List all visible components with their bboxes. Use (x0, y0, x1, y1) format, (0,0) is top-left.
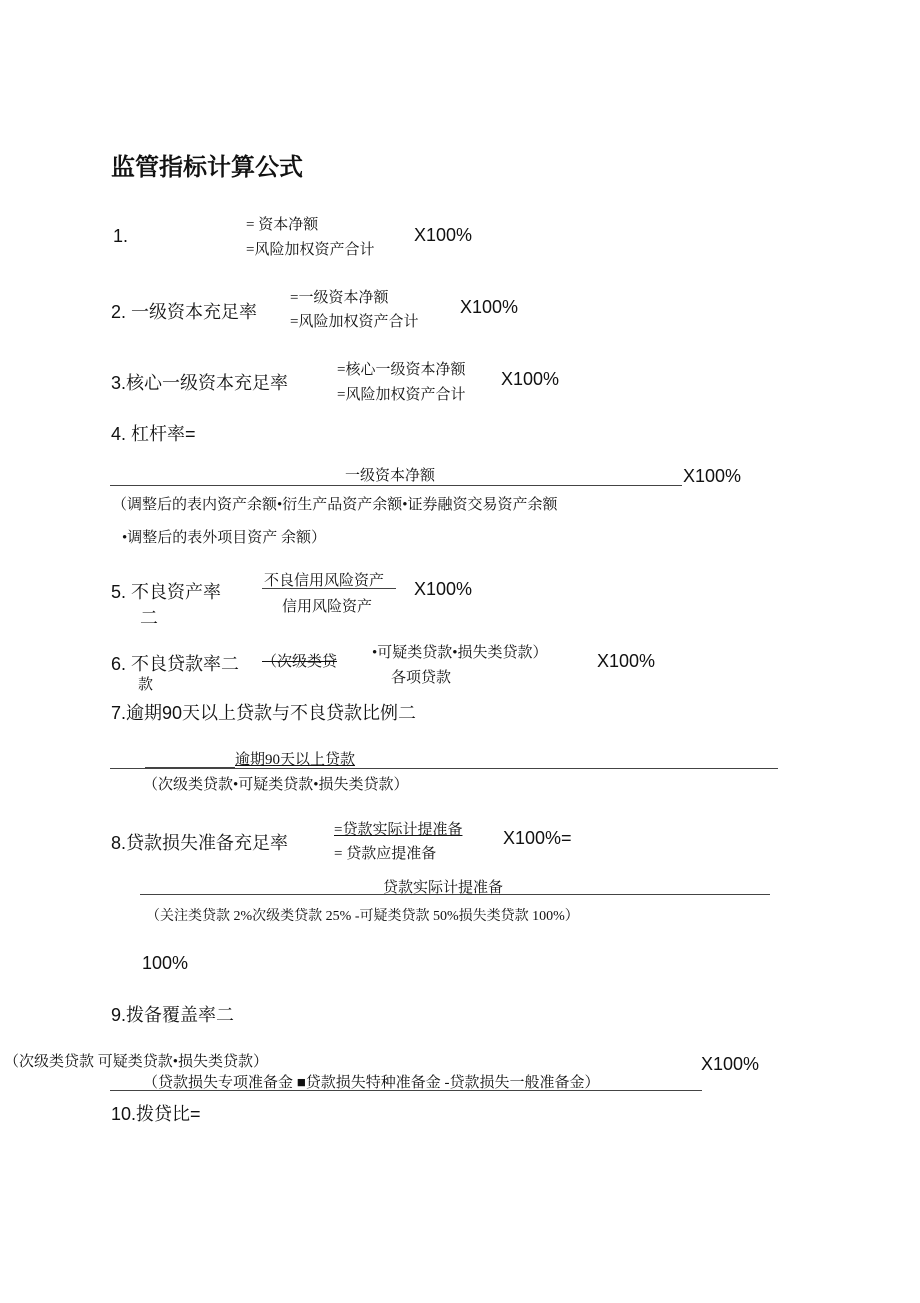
item-4-denominator-line-1: （调整后的表内资产余额•衍生产品资产余额•证券融资交易资产余额 (112, 497, 558, 513)
item-4-label: 4. 杠杆率= (111, 424, 196, 444)
item-3-numerator: =核心一级资本净额 (337, 362, 466, 378)
item-3-denominator: =风险加权资产合计 (337, 387, 466, 403)
item-7-fraction-bar (110, 768, 778, 769)
item-2-numerator: =一级资本净额 (290, 290, 389, 306)
item-8-denominator: = 贷款应提准备 (334, 846, 437, 862)
item-7-label: 7.逾期90天以上贷款与不良贷款比例二 (111, 703, 417, 723)
item-1-numerator: = 资本净额 (246, 217, 319, 233)
item-5-multiplier: X100% (414, 579, 473, 599)
item-9-multiplier: X100% (701, 1054, 760, 1074)
item-1-label: 1. (113, 226, 129, 246)
item-4-denominator-line-2: •调整后的表外项目资产 余额） (122, 530, 327, 546)
item-9-label: 9.拨备覆盖率二 (111, 1005, 235, 1025)
item-8-numerator: =贷款实际计提准备 (334, 822, 463, 838)
item-9-fraction-bar (110, 1090, 702, 1091)
item-4-multiplier: X100% (683, 466, 742, 486)
item-5-fraction-bar (262, 588, 396, 589)
item-5-numerator: 不良信用风险资产 (264, 573, 385, 589)
item-7-denominator: （次级类贷款•可疑类贷款•损失类贷款） (143, 777, 409, 793)
item-3-multiplier: X100% (501, 369, 560, 389)
item-2-label: 2. 一级资本充足率 (111, 302, 258, 322)
item-1-multiplier: X100% (414, 225, 473, 245)
item-2-multiplier: X100% (460, 297, 519, 317)
item-6-numerator: •可疑类贷款•损失类贷款） (372, 645, 548, 661)
item-5-label-tail: 二 (140, 608, 158, 628)
item-6-label: 6. 不良贷款率二 (111, 654, 240, 674)
item-8-label: 8.贷款损失准备充足率 (111, 833, 289, 853)
page-title: 监管指标计算公式 (111, 154, 303, 181)
item-6-denominator: 各项贷款 (391, 670, 452, 686)
item-4-numerator: 一级资本净额 (345, 468, 436, 484)
item-4-fraction-bar (110, 485, 682, 486)
item-8-denominator-2: （关注类贷款 2%次级类贷款 25% -可疑类贷款 50%损失类贷款 100%） (146, 909, 579, 924)
item-2-denominator: =风险加权资产合计 (290, 314, 419, 330)
item-8-numerator-2: 贷款实际计提准备 (383, 880, 504, 896)
item-9-numerator: （次级类贷款 可疑类贷款•损失类贷款） (4, 1054, 269, 1070)
item-5-denominator: 信用风险资产 (282, 599, 373, 615)
item-6-wrap: 款 (138, 677, 154, 693)
item-1-denominator: =风险加权资产合计 (246, 242, 375, 258)
item-3-label: 3.核心一级资本充足率 (111, 373, 289, 393)
item-8-fraction-bar (140, 894, 770, 895)
item-8-tail: 100% (142, 953, 189, 973)
item-6-multiplier: X100% (597, 651, 656, 671)
item-5-label: 5. 不良资产率 (111, 582, 222, 602)
item-9-denominator: （贷款损失专项准备金 ■贷款损失特种准备金 -贷款损失一般准备金） (143, 1075, 600, 1091)
item-7-numerator: 逾期90天以上贷款 (235, 752, 356, 768)
item-10-label: 10.拨贷比= (111, 1104, 201, 1124)
item-8-multiplier: X100%= (503, 828, 572, 848)
item-6-struck-text: （次级类贷 (262, 654, 338, 670)
